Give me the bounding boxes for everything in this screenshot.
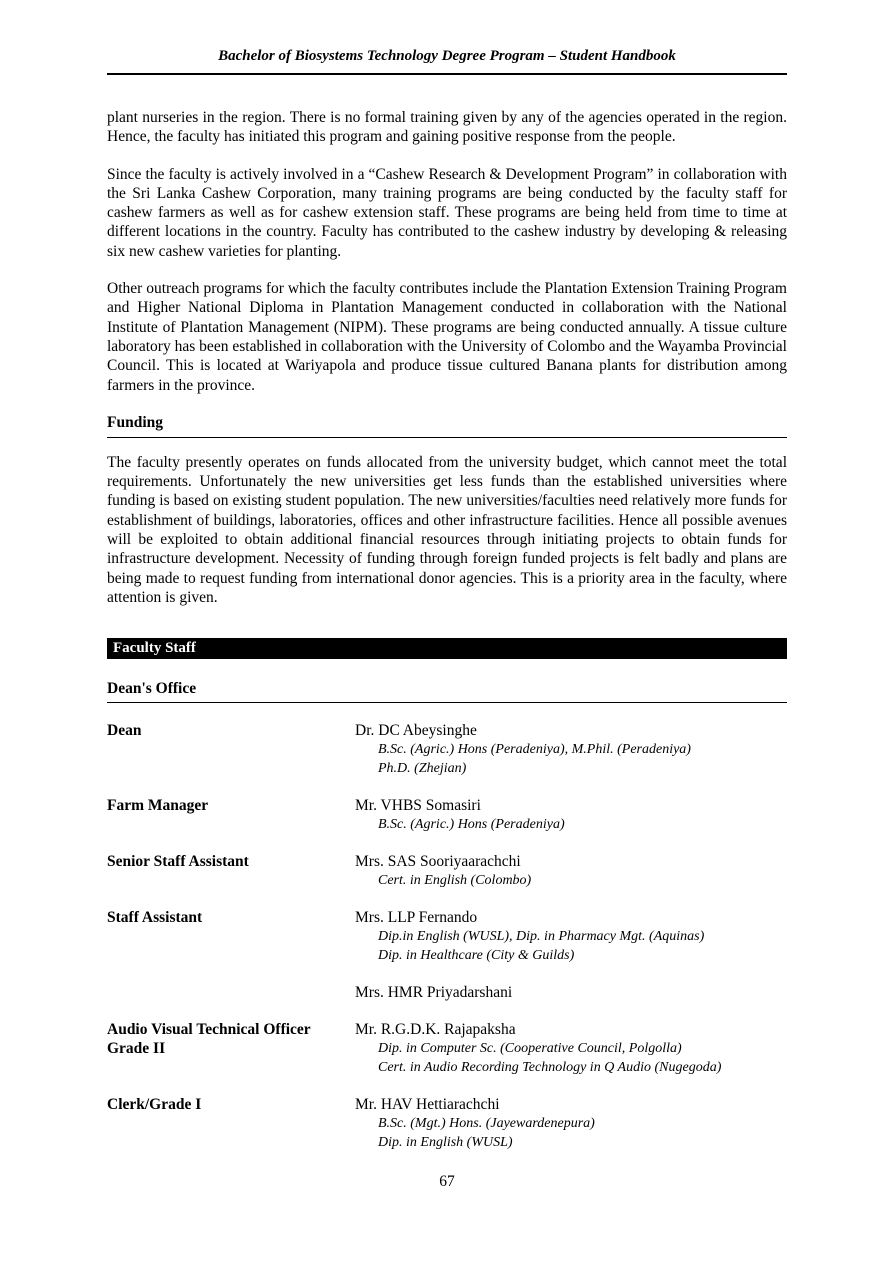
staff-person	[355, 796, 787, 834]
staff-member-name: Mr. HAV Hettiarachchi	[355, 1096, 500, 1114]
staff-member-name: Mrs. LLP Fernando	[355, 909, 478, 927]
staff-row	[107, 852, 787, 890]
staff-row	[107, 983, 787, 1002]
staff-person	[355, 983, 787, 1002]
staff-qualification: Dip. in Healthcare (City & Guilds)	[378, 948, 575, 964]
staff-qualification: Dip. in Computer Sc. (Cooperative Council, Polgolla)	[378, 1041, 682, 1057]
staff-position-label: Audio Visual Technical Officer Grade II	[107, 1021, 311, 1058]
staff-member-name: Mrs. HMR Priyadarshani	[355, 984, 513, 1002]
staff-row	[107, 908, 787, 965]
paragraph-funding: The faculty presently operates on funds allocated from the university budget, which cannot meet the total requirements. Unfortunately the new universities get less funds than the established universities where funding is based on existing student population. The new universities/faculties need relatively more funds for establishment of buildings, laboratories, offices and other infrastructure facilities. Hence all possible avenues will be exploited to obtain additional financial resources through initiating projects to obtain funds for infrastructure development. Necessity of funding through foreign funded projects is felt badly and plans are being made to request funding from international donor agencies. This is a priority area in the faculty, where attention is given.	[107, 453, 787, 606]
staff-qualification: B.Sc. (Agric.) Hons (Peradeniya), M.Phil. (Peradeniya)	[378, 742, 691, 758]
staff-qualification: Ph.D. (Zhejian)	[378, 761, 467, 777]
paragraph-cashew-program: Since the faculty is actively involved in a “Cashew Research & Development Program” in collaboration with the Sri Lanka Cashew Corporation, many training programs are being conducted by the faculty staff for cashew farmers as well as for cashew extension staff. These programs are being held from time to time at different locations in the country. Faculty has contributed to the cashew industry by developing & releasing six new cashew varieties for planting.	[107, 165, 787, 260]
staff-member-name: Mr. VHBS Somasiri	[355, 797, 481, 815]
staff-position-label: Clerk/Grade I	[107, 1096, 202, 1114]
staff-qualification: Dip. in English (WUSL)	[378, 1135, 513, 1151]
staff-row	[107, 1020, 787, 1077]
staff-position-label: Dean	[107, 722, 142, 740]
staff-list	[107, 721, 787, 1152]
staff-person	[355, 1020, 787, 1077]
staff-qualification: Cert. in Audio Recording Technology in Q Audio (Nugegoda)	[378, 1060, 722, 1076]
staff-row	[107, 721, 787, 778]
staff-member-name: Dr. DC Abeysinghe	[355, 722, 477, 740]
staff-person	[355, 1095, 787, 1152]
staff-member-name: Mr. R.G.D.K. Rajapaksha	[355, 1021, 516, 1039]
funding-heading: Funding	[107, 413, 787, 438]
staff-member-name: Mrs. SAS Sooriyaarachchi	[355, 853, 521, 871]
page-header-title: Bachelor of Biosystems Technology Degree Program – Student Handbook	[107, 46, 787, 75]
faculty-staff-banner: Faculty Staff	[107, 638, 787, 659]
staff-person	[355, 852, 787, 890]
staff-qualification: B.Sc. (Agric.) Hons (Peradeniya)	[378, 817, 565, 833]
staff-row	[107, 1095, 787, 1152]
page-number: 67	[439, 1173, 455, 1191]
staff-position-label: Farm Manager	[107, 797, 209, 815]
staff-qualification: Cert. in English (Colombo)	[378, 873, 532, 889]
staff-qualification: Dip.in English (WUSL), Dip. in Pharmacy Mgt. (Aquinas)	[378, 929, 705, 945]
staff-position-label: Senior Staff Assistant	[107, 853, 249, 871]
paragraph-nurseries: plant nurseries in the region. There is no formal training given by any of the agencies operated in the region. Hence, the faculty has initiated this program and gaining positive response from the people.	[107, 109, 787, 146]
paragraph-outreach-programs: Other outreach programs for which the faculty contributes include the Plantation Extension Training Program and Higher National Diploma in Plantation Management conducted in collaboration with the National Institute of Plantation Management (NIPM). These programs are being conducted annually. A tissue culture laboratory has been established in collaboration with the University of Colombo and the Wayamba Provincial Council. This is located at Wariyapola and produce tissue cultured Banana plants for distribution among farmers in the province.	[107, 280, 787, 394]
deans-office-subheading: Dean's Office	[107, 679, 787, 703]
staff-row	[107, 796, 787, 834]
staff-position-label: Staff Assistant	[107, 909, 203, 927]
staff-person	[355, 721, 787, 778]
staff-qualification: B.Sc. (Mgt.) Hons. (Jayewardenepura)	[378, 1116, 595, 1132]
staff-person	[355, 908, 787, 965]
